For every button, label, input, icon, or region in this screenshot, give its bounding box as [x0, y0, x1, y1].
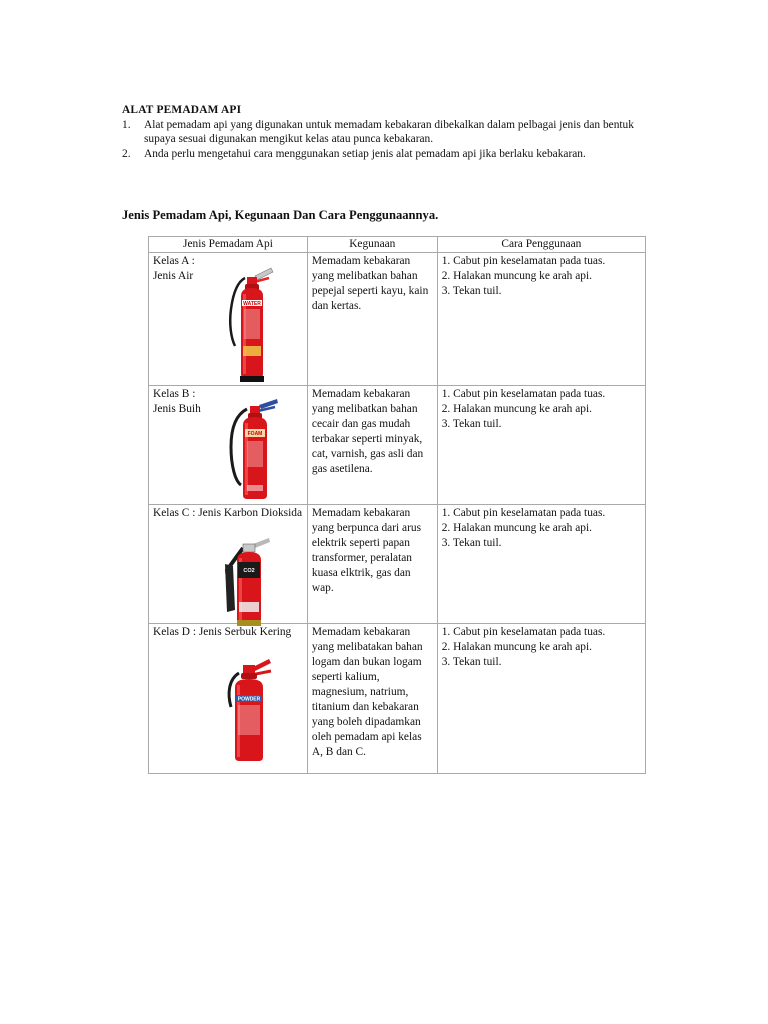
use-cell: Memadam kebakaran yang melibatkan bahan pepejal seperti kayu, kain dan kertas.	[307, 253, 437, 386]
point-number: 1.	[122, 118, 131, 131]
step-item: 3. Tekan tuil.	[441, 418, 502, 430]
use-cell: Memadam kebakaran yang melibatkan bahan cecair dan gas mudah terbakar seperti minyak, cat, varnish, gas asli dan gas asetilena.	[307, 386, 437, 505]
powder-extinguisher-image	[209, 653, 289, 765]
type-text: Kelas D : Jenis Serbuk Kering	[153, 626, 292, 638]
use-cell: Memadam kebakaran yang melibatakan bahan logam dan bukan logam seperti kalium, magnesium, natrium, titanium dan kebakaran yang boleh dipadamkan oleh pemadam api kelas A, B dan C.	[307, 624, 437, 774]
extinguisher-label-text: WATER	[243, 301, 261, 307]
point-text: Anda perlu mengetahui cara menggunakan setiap jenis alat pemadam api jika berlaku kebakaran.	[144, 147, 586, 160]
table-row	[149, 253, 646, 386]
document-title: ALAT PEMADAM API	[122, 104, 242, 116]
step-item: 3. Tekan tuil.	[441, 285, 502, 297]
step-item: 2. Halakan muncung ke arah api.	[441, 270, 592, 282]
step-item: 1. Cabut pin keselamatan pada tuas.	[441, 388, 606, 400]
type-text: Kelas C : Jenis Karbon Dioksida	[153, 507, 303, 519]
method-cell	[437, 386, 645, 505]
step-item: 1. Cabut pin keselamatan pada tuas.	[441, 626, 606, 638]
intro-point-2	[122, 147, 642, 162]
type-cell	[149, 624, 308, 774]
intro-point-1	[122, 118, 642, 147]
table-row	[149, 624, 646, 774]
extinguisher-label-text: POWDER	[237, 696, 261, 703]
header-use: Kegunaan	[307, 237, 437, 253]
step-item: 2. Halakan muncung ke arah api.	[441, 403, 592, 415]
method-cell	[437, 505, 645, 624]
use-cell: Memadam kebakaran yang berpunca dari arus elektrik seperti papan transformer, peralatan kuasa elktrik, gas dan wap.	[307, 505, 437, 624]
step-item: 1. Cabut pin keselamatan pada tuas.	[441, 507, 606, 519]
type-cell	[149, 505, 308, 624]
step-item: 3. Tekan tuil.	[441, 656, 502, 668]
step-item: 2. Halakan muncung ke arah api.	[441, 522, 592, 534]
step-item: 2. Halakan muncung ke arah api.	[441, 641, 592, 653]
extinguisher-table	[148, 236, 646, 774]
method-cell	[437, 253, 645, 386]
water-extinguisher-image	[207, 264, 287, 384]
type-cell	[149, 253, 308, 386]
co2-extinguisher-image	[213, 536, 283, 631]
intro-section	[122, 103, 642, 161]
method-cell	[437, 624, 645, 774]
foam-extinguisher-image	[211, 395, 291, 505]
extinguisher-label-text: FOAM	[247, 431, 263, 437]
type-text: Kelas A : Jenis Air	[153, 255, 195, 282]
table-header-row	[149, 237, 646, 253]
type-cell	[149, 386, 308, 505]
step-item: 1. Cabut pin keselamatan pada tuas.	[441, 255, 606, 267]
table-row	[149, 505, 646, 624]
type-text: Kelas B : Jenis Buih	[153, 388, 201, 415]
section-title: Jenis Pemadam Api, Kegunaan Dan Cara Penggunaannya.	[122, 208, 439, 222]
table-row	[149, 386, 646, 505]
header-type: Jenis Pemadam Api	[149, 237, 308, 253]
header-method: Cara Penggunaan	[437, 237, 645, 253]
point-text: Alat pemadam api yang digunakan untuk memadam kebakaran dibekalkan dalam pelbagai jenis dan bentuk supaya sesuai digunakan mengikut kelas atau punca kebakaran.	[144, 118, 634, 146]
point-number: 2.	[122, 147, 131, 160]
extinguisher-label-text: CO2	[243, 568, 255, 574]
step-item: 3. Tekan tuil.	[441, 537, 502, 549]
